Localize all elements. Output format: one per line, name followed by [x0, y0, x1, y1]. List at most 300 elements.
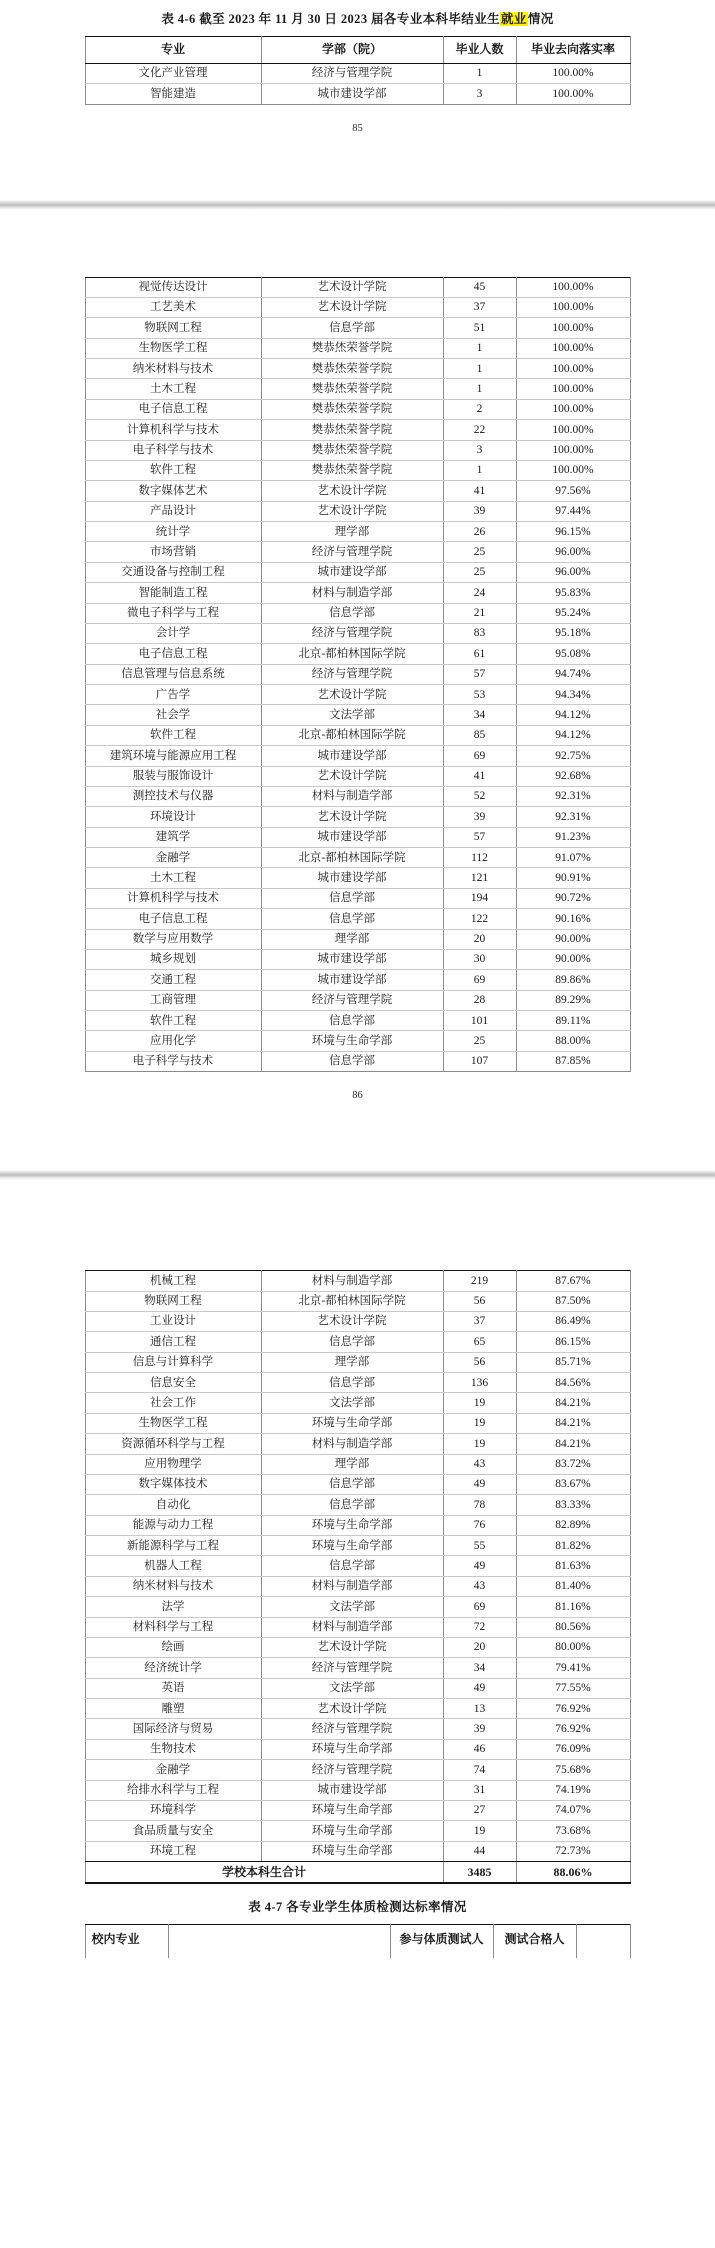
table-row — [85, 623, 630, 643]
cell-graduate-count: 19 — [443, 1393, 516, 1413]
table-row — [85, 481, 630, 501]
cell-graduate-count: 41 — [443, 766, 516, 786]
cell-placement-rate: 100.00% — [516, 399, 630, 419]
cell-placement-rate: 83.67% — [516, 1474, 630, 1494]
cell-placement-rate: 100.00% — [516, 63, 630, 83]
cell-major: 环境工程 — [85, 1841, 261, 1861]
cell-department: 信息学部 — [261, 1011, 443, 1031]
total-label: 学校本科生合计 — [85, 1862, 443, 1884]
cell-major: 测控技术与仪器 — [85, 786, 261, 806]
cell-department: 信息学部 — [261, 1332, 443, 1352]
cell-placement-rate: 76.92% — [516, 1719, 630, 1739]
table-row — [85, 1536, 630, 1556]
cell-placement-rate: 84.21% — [516, 1413, 630, 1433]
caption-prefix: 表 4-6 截至 2023 年 11 月 30 日 2023 届各专业本科毕结业生 — [161, 12, 500, 26]
table-row — [85, 501, 630, 521]
cell-department: 经济与管理学院 — [261, 63, 443, 83]
table-row — [85, 685, 630, 705]
table-row — [85, 1454, 630, 1474]
cell-department: 经济与管理学院 — [261, 1658, 443, 1678]
cell-graduate-count: 41 — [443, 481, 516, 501]
cell-department: 经济与管理学院 — [261, 990, 443, 1010]
cell-major: 工业设计 — [85, 1311, 261, 1331]
cell-department: 城市建设学部 — [261, 949, 443, 969]
table-4-7-caption: 表 4-7 各专业学生体质检测达标率情况 — [248, 1900, 467, 1914]
cell-placement-rate: 74.07% — [516, 1800, 630, 1820]
column-header-major: 专业 — [85, 36, 261, 63]
table-row — [85, 1841, 630, 1861]
cell-department: 北京-都柏林国际学院 — [261, 725, 443, 745]
cell-major: 信息与计算科学 — [85, 1352, 261, 1372]
cell-graduate-count: 49 — [443, 1678, 516, 1698]
cell-placement-rate: 80.00% — [516, 1637, 630, 1657]
cell-graduate-count: 19 — [443, 1413, 516, 1433]
table-row — [85, 1760, 630, 1780]
cell-placement-rate: 74.19% — [516, 1780, 630, 1800]
cell-department: 理学部 — [261, 1454, 443, 1474]
cell-department: 环境与生命学部 — [261, 1515, 443, 1535]
cell-placement-rate: 100.00% — [516, 84, 630, 104]
table-row — [85, 1051, 630, 1071]
cell-major: 城乡规划 — [85, 949, 261, 969]
cell-graduate-count: 25 — [443, 562, 516, 582]
cell-graduate-count: 122 — [443, 909, 516, 929]
cell-placement-rate: 94.12% — [516, 725, 630, 745]
table-row — [85, 786, 630, 806]
cell-major: 绘画 — [85, 1637, 261, 1657]
cell-department: 理学部 — [261, 1352, 443, 1372]
cell-graduate-count: 13 — [443, 1699, 516, 1719]
cell-graduate-count: 20 — [443, 929, 516, 949]
cell-graduate-count: 31 — [443, 1780, 516, 1800]
cell-major: 法学 — [85, 1597, 261, 1617]
cell-graduate-count: 56 — [443, 1352, 516, 1372]
table-row — [85, 1271, 630, 1291]
cell-graduate-count: 44 — [443, 1841, 516, 1861]
cell-placement-rate: 94.74% — [516, 664, 630, 684]
cell-placement-rate: 81.16% — [516, 1597, 630, 1617]
cell-major: 交通工程 — [85, 970, 261, 990]
cell-placement-rate: 94.34% — [516, 685, 630, 705]
cell-graduate-count: 49 — [443, 1474, 516, 1494]
cell-department: 城市建设学部 — [261, 746, 443, 766]
t47-column-header-participants: 参与体质测试人 — [390, 1924, 493, 1958]
cell-graduate-count: 74 — [443, 1760, 516, 1780]
cell-placement-rate: 92.68% — [516, 766, 630, 786]
cell-major: 应用物理学 — [85, 1454, 261, 1474]
cell-major: 数字媒体技术 — [85, 1474, 261, 1494]
cell-placement-rate: 89.11% — [516, 1011, 630, 1031]
cell-placement-rate: 84.21% — [516, 1434, 630, 1454]
cell-department: 北京-都柏林国际学院 — [261, 644, 443, 664]
cell-graduate-count: 45 — [443, 277, 516, 297]
total-rate: 88.06% — [516, 1862, 630, 1884]
table-row — [85, 297, 630, 317]
cell-department: 材料与制造学部 — [261, 786, 443, 806]
cell-graduate-count: 112 — [443, 848, 516, 868]
cell-placement-rate: 83.72% — [516, 1454, 630, 1474]
table-row — [85, 522, 630, 542]
cell-department: 文法学部 — [261, 705, 443, 725]
cell-major: 产品设计 — [85, 501, 261, 521]
table-body-part3 — [85, 1271, 630, 1862]
cell-major: 会计学 — [85, 623, 261, 643]
table-row — [85, 1434, 630, 1454]
cell-major: 资源循环科学与工程 — [85, 1434, 261, 1454]
table-row — [85, 1474, 630, 1494]
table-row — [85, 868, 630, 888]
cell-major: 材料科学与工程 — [85, 1617, 261, 1637]
cell-graduate-count: 21 — [443, 603, 516, 623]
table-row — [85, 746, 630, 766]
cell-department: 理学部 — [261, 929, 443, 949]
page-seam-1 — [0, 200, 715, 210]
cell-graduate-count: 55 — [443, 1536, 516, 1556]
table-row — [85, 1597, 630, 1617]
table-row — [85, 929, 630, 949]
table-row — [85, 644, 630, 664]
table-4-7-header-row — [85, 1924, 630, 1958]
cell-department: 材料与制造学部 — [261, 1576, 443, 1596]
table-row — [85, 603, 630, 623]
cell-placement-rate: 83.33% — [516, 1495, 630, 1515]
cell-graduate-count: 1 — [443, 379, 516, 399]
cell-graduate-count: 27 — [443, 1800, 516, 1820]
table-4-7-header — [85, 1924, 631, 1959]
cell-major: 通信工程 — [85, 1332, 261, 1352]
cell-major: 数字媒体艺术 — [85, 481, 261, 501]
cell-department: 信息学部 — [261, 909, 443, 929]
table-row — [85, 1658, 630, 1678]
cell-major: 物联网工程 — [85, 318, 261, 338]
cell-major: 物联网工程 — [85, 1291, 261, 1311]
cell-major: 信息管理与信息系统 — [85, 664, 261, 684]
cell-major: 环境设计 — [85, 807, 261, 827]
table-row — [85, 1556, 630, 1576]
cell-placement-rate: 81.40% — [516, 1576, 630, 1596]
cell-major: 金融学 — [85, 848, 261, 868]
cell-placement-rate: 89.86% — [516, 970, 630, 990]
caption-suffix: 情况 — [527, 12, 554, 26]
table-row — [85, 1311, 630, 1331]
table-row — [85, 1011, 630, 1031]
table-row — [85, 542, 630, 562]
cell-graduate-count: 57 — [443, 664, 516, 684]
cell-department: 城市建设学部 — [261, 562, 443, 582]
table-row — [85, 1699, 630, 1719]
cell-placement-rate: 100.00% — [516, 338, 630, 358]
cell-major: 市场营销 — [85, 542, 261, 562]
cell-department: 经济与管理学院 — [261, 1760, 443, 1780]
table-row — [85, 63, 630, 83]
column-header-count: 毕业人数 — [443, 36, 516, 63]
table-row — [85, 318, 630, 338]
cell-major: 金融学 — [85, 1760, 261, 1780]
cell-department: 信息学部 — [261, 888, 443, 908]
cell-department: 理学部 — [261, 522, 443, 542]
cell-placement-rate: 100.00% — [516, 297, 630, 317]
cell-placement-rate: 95.08% — [516, 644, 630, 664]
cell-placement-rate: 100.00% — [516, 318, 630, 338]
cell-placement-rate: 81.63% — [516, 1556, 630, 1576]
cell-major: 生物医学工程 — [85, 338, 261, 358]
page-85 — [0, 0, 715, 200]
cell-graduate-count: 85 — [443, 725, 516, 745]
cell-graduate-count: 52 — [443, 786, 516, 806]
table-row — [85, 1031, 630, 1051]
t47-column-header-major: 校内专业 — [85, 1924, 168, 1958]
cell-department: 环境与生命学部 — [261, 1800, 443, 1820]
table-row — [85, 1678, 630, 1698]
cell-major: 电子信息工程 — [85, 644, 261, 664]
cell-department: 艺术设计学院 — [261, 766, 443, 786]
table-row — [85, 277, 630, 297]
cell-placement-rate: 87.50% — [516, 1291, 630, 1311]
cell-department: 城市建设学部 — [261, 970, 443, 990]
cell-department: 经济与管理学院 — [261, 1719, 443, 1739]
cell-major: 雕塑 — [85, 1699, 261, 1719]
cell-major: 软件工程 — [85, 725, 261, 745]
cell-department: 樊恭烋荣誉学院 — [261, 440, 443, 460]
cell-major: 电子科学与技术 — [85, 440, 261, 460]
cell-major: 软件工程 — [85, 1011, 261, 1031]
cell-major: 计算机科学与技术 — [85, 888, 261, 908]
page-number-86: 86 — [352, 1090, 363, 1102]
cell-placement-rate: 92.31% — [516, 786, 630, 806]
cell-major: 视觉传达设计 — [85, 277, 261, 297]
cell-major: 自动化 — [85, 1495, 261, 1515]
cell-major: 统计学 — [85, 522, 261, 542]
cell-graduate-count: 69 — [443, 970, 516, 990]
cell-placement-rate: 91.07% — [516, 848, 630, 868]
table-row — [85, 1617, 630, 1637]
cell-department: 环境与生命学部 — [261, 1841, 443, 1861]
table-row — [85, 990, 630, 1010]
table-row — [85, 379, 630, 399]
cell-major: 国际经济与贸易 — [85, 1719, 261, 1739]
cell-department: 环境与生命学部 — [261, 1739, 443, 1759]
cell-department: 樊恭烋荣誉学院 — [261, 379, 443, 399]
cell-placement-rate: 90.16% — [516, 909, 630, 929]
cell-graduate-count: 39 — [443, 807, 516, 827]
cell-placement-rate: 95.83% — [516, 583, 630, 603]
cell-department: 艺术设计学院 — [261, 501, 443, 521]
cell-placement-rate: 79.41% — [516, 1658, 630, 1678]
cell-department: 文法学部 — [261, 1597, 443, 1617]
cell-department: 北京-都柏林国际学院 — [261, 1291, 443, 1311]
cell-graduate-count: 39 — [443, 1719, 516, 1739]
cell-placement-rate: 76.92% — [516, 1699, 630, 1719]
cell-major: 电子科学与技术 — [85, 1051, 261, 1071]
cell-graduate-count: 136 — [443, 1373, 516, 1393]
cell-graduate-count: 78 — [443, 1495, 516, 1515]
cell-placement-rate: 87.85% — [516, 1051, 630, 1071]
cell-placement-rate: 97.44% — [516, 501, 630, 521]
cell-major: 智能制造工程 — [85, 583, 261, 603]
cell-department: 环境与生命学部 — [261, 1536, 443, 1556]
cell-graduate-count: 25 — [443, 542, 516, 562]
cell-major: 社会学 — [85, 705, 261, 725]
cell-placement-rate: 85.71% — [516, 1352, 630, 1372]
cell-major: 电子信息工程 — [85, 909, 261, 929]
table-row — [85, 1576, 630, 1596]
cell-placement-rate: 88.00% — [516, 1031, 630, 1051]
cell-department: 艺术设计学院 — [261, 297, 443, 317]
cell-major: 新能源科学与工程 — [85, 1536, 261, 1556]
cell-graduate-count: 46 — [443, 1739, 516, 1759]
table-row — [85, 705, 630, 725]
table-row — [85, 562, 630, 582]
cell-major: 建筑学 — [85, 827, 261, 847]
cell-major: 信息安全 — [85, 1373, 261, 1393]
cell-graduate-count: 65 — [443, 1332, 516, 1352]
cell-graduate-count: 34 — [443, 705, 516, 725]
cell-placement-rate: 80.56% — [516, 1617, 630, 1637]
cell-placement-rate: 100.00% — [516, 379, 630, 399]
cell-department: 信息学部 — [261, 603, 443, 623]
cell-placement-rate: 96.00% — [516, 542, 630, 562]
cell-placement-rate: 96.00% — [516, 562, 630, 582]
table-row — [85, 1291, 630, 1311]
cell-graduate-count: 3 — [443, 84, 516, 104]
cell-major: 生物技术 — [85, 1739, 261, 1759]
cell-department: 信息学部 — [261, 1495, 443, 1515]
table-header-row — [85, 36, 630, 63]
cell-department: 城市建设学部 — [261, 84, 443, 104]
cell-department: 环境与生命学部 — [261, 1821, 443, 1841]
cell-department: 信息学部 — [261, 1474, 443, 1494]
table-row — [85, 888, 630, 908]
cell-graduate-count: 24 — [443, 583, 516, 603]
column-header-rate: 毕业去向落实率 — [516, 36, 630, 63]
cell-department: 艺术设计学院 — [261, 1699, 443, 1719]
cell-major: 工艺美术 — [85, 297, 261, 317]
cell-department: 樊恭烋荣誉学院 — [261, 420, 443, 440]
cell-placement-rate: 89.29% — [516, 990, 630, 1010]
cell-placement-rate: 84.56% — [516, 1373, 630, 1393]
cell-department: 城市建设学部 — [261, 827, 443, 847]
table-row — [85, 1780, 630, 1800]
cell-department: 环境与生命学部 — [261, 1413, 443, 1433]
table-row — [85, 1719, 630, 1739]
cell-placement-rate: 100.00% — [516, 359, 630, 379]
cell-placement-rate: 100.00% — [516, 420, 630, 440]
cell-department: 艺术设计学院 — [261, 807, 443, 827]
t47-column-header-extra — [576, 1924, 630, 1958]
cell-major: 广告学 — [85, 685, 261, 705]
cell-placement-rate: 91.23% — [516, 827, 630, 847]
cell-major: 应用化学 — [85, 1031, 261, 1051]
table-row — [85, 827, 630, 847]
cell-major: 机器人工程 — [85, 1556, 261, 1576]
cell-placement-rate: 77.55% — [516, 1678, 630, 1698]
cell-department: 文法学部 — [261, 1678, 443, 1698]
cell-graduate-count: 19 — [443, 1821, 516, 1841]
cell-placement-rate: 90.00% — [516, 929, 630, 949]
cell-graduate-count: 1 — [443, 338, 516, 358]
cell-major: 微电子科学与工程 — [85, 603, 261, 623]
cell-placement-rate: 95.24% — [516, 603, 630, 623]
cell-graduate-count: 28 — [443, 990, 516, 1010]
cell-graduate-count: 57 — [443, 827, 516, 847]
cell-graduate-count: 43 — [443, 1576, 516, 1596]
cell-placement-rate: 75.68% — [516, 1760, 630, 1780]
cell-department: 经济与管理学院 — [261, 664, 443, 684]
table-row — [85, 420, 630, 440]
cell-placement-rate: 95.18% — [516, 623, 630, 643]
cell-department: 艺术设计学院 — [261, 277, 443, 297]
table-row — [85, 84, 630, 104]
table-row — [85, 460, 630, 480]
cell-department: 城市建设学部 — [261, 868, 443, 888]
cell-graduate-count: 101 — [443, 1011, 516, 1031]
cell-graduate-count: 37 — [443, 297, 516, 317]
cell-major: 计算机科学与技术 — [85, 420, 261, 440]
table-row — [85, 1495, 630, 1515]
cell-department: 环境与生命学部 — [261, 1031, 443, 1051]
table-row — [85, 1821, 630, 1841]
cell-placement-rate: 90.72% — [516, 888, 630, 908]
table-body-part1 — [85, 63, 630, 104]
cell-department: 樊恭烋荣誉学院 — [261, 359, 443, 379]
cell-graduate-count: 26 — [443, 522, 516, 542]
table-row — [85, 1352, 630, 1372]
cell-major: 交通设备与控制工程 — [85, 562, 261, 582]
table-row — [85, 338, 630, 358]
cell-placement-rate: 86.49% — [516, 1311, 630, 1331]
cell-graduate-count: 22 — [443, 420, 516, 440]
cell-graduate-count: 69 — [443, 1597, 516, 1617]
cell-department: 艺术设计学院 — [261, 1311, 443, 1331]
cell-department: 信息学部 — [261, 1556, 443, 1576]
cell-placement-rate: 84.21% — [516, 1393, 630, 1413]
cell-major: 食品质量与安全 — [85, 1821, 261, 1841]
table-row — [85, 440, 630, 460]
cell-major: 纳米材料与技术 — [85, 359, 261, 379]
table-row — [85, 909, 630, 929]
page-seam-2 — [0, 1170, 715, 1180]
cell-major: 能源与动力工程 — [85, 1515, 261, 1535]
cell-major: 机械工程 — [85, 1271, 261, 1291]
cell-placement-rate: 73.68% — [516, 1821, 630, 1841]
cell-placement-rate: 82.89% — [516, 1515, 630, 1535]
cell-graduate-count: 30 — [443, 949, 516, 969]
cell-graduate-count: 39 — [443, 501, 516, 521]
cell-department: 材料与制造学部 — [261, 1617, 443, 1637]
total-count: 3485 — [443, 1862, 516, 1884]
cell-graduate-count: 83 — [443, 623, 516, 643]
cell-graduate-count: 1 — [443, 460, 516, 480]
cell-major: 纳米材料与技术 — [85, 1576, 261, 1596]
table-4-6-part3 — [85, 1270, 631, 1884]
cell-major: 土木工程 — [85, 868, 261, 888]
cell-placement-rate: 100.00% — [516, 440, 630, 460]
cell-major: 电子信息工程 — [85, 399, 261, 419]
table-row — [85, 1515, 630, 1535]
page-86 — [0, 210, 715, 1171]
table-row — [85, 359, 630, 379]
cell-major: 社会工作 — [85, 1393, 261, 1413]
page-number-85: 85 — [352, 122, 363, 134]
cell-department: 樊恭烋荣誉学院 — [261, 338, 443, 358]
table-total-row — [85, 1862, 630, 1884]
cell-placement-rate: 92.31% — [516, 807, 630, 827]
cell-graduate-count: 51 — [443, 318, 516, 338]
cell-department: 经济与管理学院 — [261, 623, 443, 643]
cell-placement-rate: 97.56% — [516, 481, 630, 501]
cell-placement-rate: 92.75% — [516, 746, 630, 766]
cell-placement-rate: 86.15% — [516, 1332, 630, 1352]
